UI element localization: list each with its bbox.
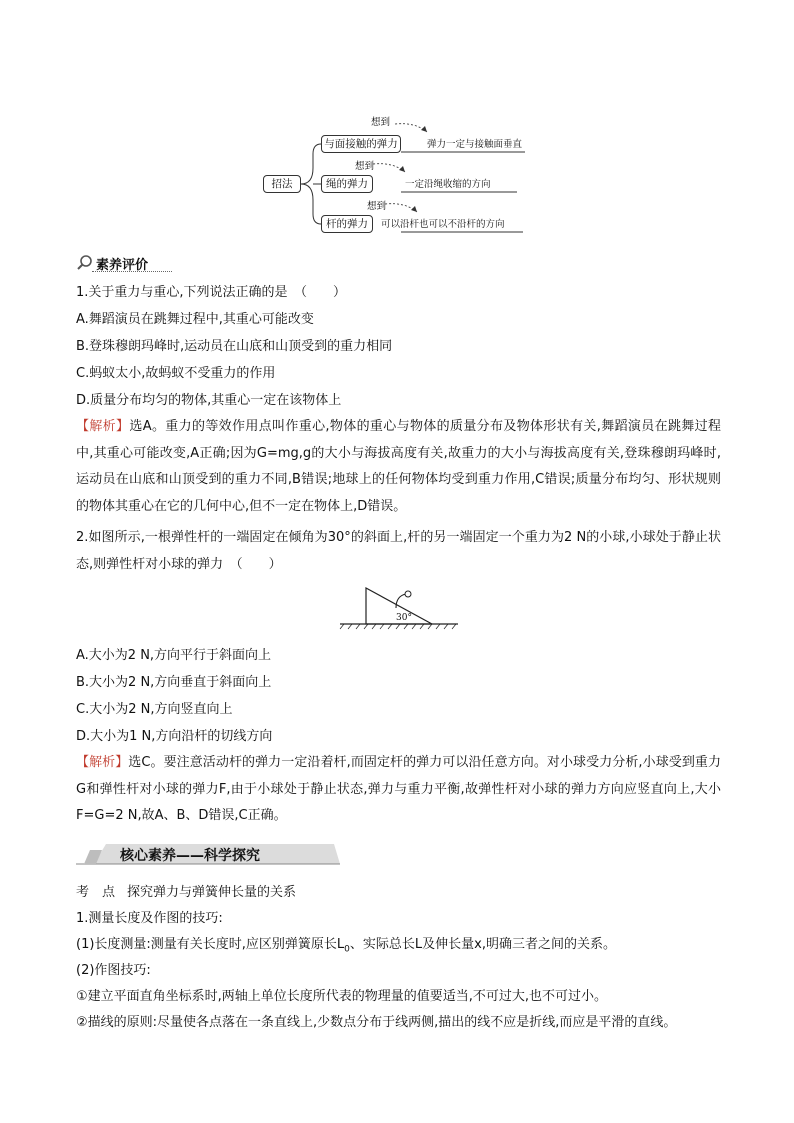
exam-point-topic: 探究弹力与弹簧伸长量的关系 bbox=[127, 885, 297, 900]
q2-option-a: A.大小为2 N,方向平行于斜面向上 bbox=[76, 648, 272, 663]
analysis-tag: 【解析】 bbox=[76, 419, 130, 434]
analysis-tag: 【解析】 bbox=[76, 755, 129, 770]
exam-line-1: 1.测量长度及作图的技巧: bbox=[76, 911, 223, 926]
exam-line-5: ②描线的原则:尽量使各点落在一条直线上,少数点分布于线两侧,描出的线不应是折线,而应是平滑的直线。 bbox=[76, 1015, 677, 1030]
angle-label: 30° bbox=[396, 613, 412, 623]
exam-point-line bbox=[76, 884, 296, 902]
q1-option-a: A.舞蹈演员在跳舞过程中,其重心可能改变 bbox=[76, 312, 314, 327]
q2-option-c: C.大小为2 N,方向竖直向上 bbox=[76, 702, 233, 717]
mind-map-brace bbox=[301, 144, 321, 224]
branch-result-1: 弹力一定与接触面垂直 bbox=[427, 139, 523, 150]
length-text-b: 、实际总长L及伸长量x,明确三者之间的关系。 bbox=[349, 937, 616, 952]
branch-box-surface: 与面接触的弹力 bbox=[321, 135, 401, 153]
q1-option-b: B.登珠穆朗玛峰时,运动员在山底和山顶受到的重力相同 bbox=[76, 339, 393, 354]
banner-title: 核心素养——科学探究 bbox=[120, 848, 260, 864]
branch-hint-3: 想到 bbox=[367, 201, 387, 212]
arrow-1 bbox=[395, 124, 427, 132]
analysis-text: 选A。重力的等效作用点叫作重心,物体的重心与物体的质量分布及物体形状有关,舞蹈演员在跳舞过程中,其重心可能改变,A正确;因为G=mg,g的大小与海拔高度有关,故重力的大小与海拔高度有关,登珠穆朗玛峰时,运动员在山底和山顶受到的重力不同,B错误;地球上的任何物体均受到重力作用,C错误;质量分布均匀、形状规则的物体其重心在它的几何中心,但不一定在物体上,D错误。 bbox=[76, 419, 721, 514]
section-header-evaluation bbox=[76, 252, 186, 272]
exam-line-4: ①建立平面直角坐标系时,两轴上单位长度所代表的物理量的值要适当,不可过大,也不可过小。 bbox=[76, 989, 608, 1004]
magnifier-icon bbox=[76, 254, 94, 272]
exam-point-label: 考 点 bbox=[76, 885, 116, 900]
analysis-text: 选C。要注意活动杆的弹力一定沿着杆,而固定杆的弹力可以沿任意方向。对小球受力分析,小球受到重力G和弹性杆对小球的弹力F,由于小球处于静止状态,弹力与重力平衡,故弹性杆对小球的弹力方向应竖直向上,大小F=G=2 N,故A、B、D错误,C正确。 bbox=[76, 755, 721, 823]
exam-line-2 bbox=[76, 936, 616, 959]
subscript: 0 bbox=[344, 944, 350, 955]
q1-option-d: D.质量分布均匀的物体,其重心一定在该物体上 bbox=[76, 393, 342, 408]
mind-map-root: 招法 bbox=[263, 175, 301, 193]
section-underline bbox=[92, 271, 172, 272]
branch-hint-2: 想到 bbox=[355, 161, 375, 172]
branch-result-3: 可以沿杆也可以不沿杆的方向 bbox=[381, 219, 505, 230]
branch-hint-1: 想到 bbox=[371, 117, 391, 128]
q2-option-d: D.大小为1 N,方向沿杆的切线方向 bbox=[76, 729, 273, 744]
mind-map bbox=[255, 108, 545, 238]
length-text-a: (1)长度测量:测量有关长度时,应区别弹簧原长L bbox=[76, 937, 345, 952]
q2-stem: 2.如图所示,一根弹性杆的一端固定在倾角为30°的斜面上,杆的另一端固定一个重力为2 N的小球,小球处于静止状态,则弹性杆对小球的弹力 （ ） bbox=[76, 530, 721, 572]
branch-box-rope: 绳的弹力 bbox=[321, 175, 373, 193]
incline-diagram bbox=[338, 584, 460, 632]
q1-stem: 1.关于重力与重心,下列说法正确的是 （ ） bbox=[76, 285, 347, 300]
section-banner-core bbox=[76, 842, 340, 866]
arrow-3 bbox=[385, 204, 417, 212]
q1-option-c: C.蚂蚁太小,故蚂蚁不受重力的作用 bbox=[76, 366, 276, 381]
section-title: 素养评价 bbox=[96, 258, 149, 273]
branch-result-2: 一定沿绳收缩的方向 bbox=[405, 179, 491, 190]
exam-line-3: (2)作图技巧: bbox=[76, 963, 151, 978]
branch-box-rod: 杆的弹力 bbox=[321, 215, 373, 233]
q1-analysis bbox=[76, 414, 721, 520]
arrow-2 bbox=[373, 164, 405, 172]
q2-analysis bbox=[76, 750, 721, 830]
q2-option-b: B.大小为2 N,方向垂直于斜面向上 bbox=[76, 675, 272, 690]
incline-figure bbox=[338, 584, 460, 632]
